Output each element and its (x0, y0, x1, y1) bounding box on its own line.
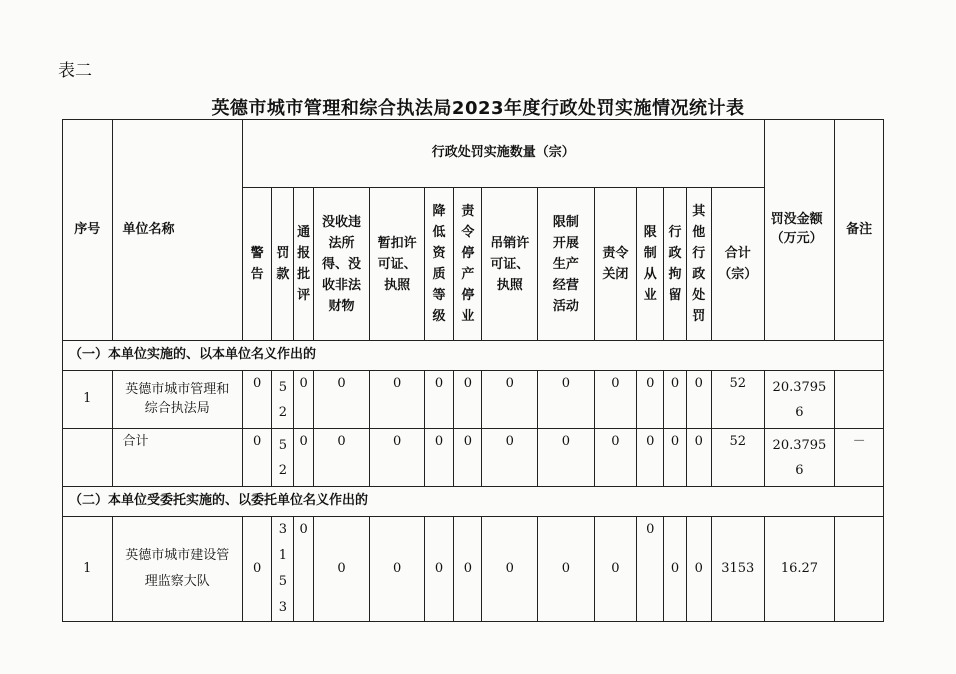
row2-name: 英德市城市建设管理监察大队 (112, 517, 242, 622)
header-notice: 通报批评 (297, 225, 311, 303)
row2-other: 0 (686, 517, 711, 622)
row1-suspend: 0 (370, 371, 425, 429)
header-fine: 罚款 (276, 246, 290, 282)
header-seq: 序号 (63, 120, 113, 341)
subtotal-restrict: 0 (538, 429, 595, 487)
row1-fine: 52 (278, 380, 287, 420)
row1-seq: 1 (63, 371, 113, 429)
row2-detain: 0 (664, 517, 686, 622)
header-remark: 备注 (835, 120, 884, 341)
row2-amount: 16.27 (764, 517, 835, 622)
header-other: 其他行政处罚 (692, 204, 706, 324)
row2-stop: 0 (454, 517, 482, 622)
subtotal-revoke: 0 (482, 429, 538, 487)
row2-restrict: 0 (538, 517, 595, 622)
header-detain: 行政拘留 (668, 225, 682, 303)
row2-employ: 0 (637, 517, 664, 622)
row1-restrict: 0 (538, 371, 595, 429)
row1-amount: 20.37956 (772, 380, 827, 420)
subtotal-remark: － (835, 429, 884, 487)
header-stop: 责令停产停业 (461, 204, 475, 324)
row1-confiscate: 0 (313, 371, 370, 429)
subtotal-fine: 52 (278, 438, 287, 478)
header-warning: 警告 (250, 246, 264, 282)
header-amount: 罚没金额（万元） (764, 120, 835, 341)
row1-lower: 0 (424, 371, 453, 429)
subtotal-warning: 0 (242, 429, 271, 487)
subtotal-total: 52 (711, 429, 764, 487)
row1-stop: 0 (454, 371, 482, 429)
subtotal-stop: 0 (454, 429, 482, 487)
subtotal-close: 0 (594, 429, 636, 487)
statistics-table (62, 119, 884, 622)
row2-close: 0 (594, 517, 636, 622)
row1-detain: 0 (664, 371, 686, 429)
table-label: 表二 (58, 61, 92, 81)
header-lower: 降低资质等级 (432, 204, 446, 324)
subtotal-name: 合计 (112, 429, 242, 487)
subtotal-amount: 20.37956 (772, 438, 827, 478)
row2-remark (835, 517, 884, 622)
header-close: 责令关闭 (602, 246, 629, 282)
header-employ: 限制从业 (643, 225, 657, 303)
header-total: 合计（宗） (718, 246, 758, 282)
subtotal-notice: 0 (294, 429, 313, 487)
row2-suspend: 0 (370, 517, 425, 622)
subtotal-employ: 0 (637, 429, 664, 487)
header-restrict: 限制开展生产经营活动 (552, 214, 579, 314)
row2-lower: 0 (424, 517, 453, 622)
header-penalty-count: 行政处罚实施数量（宗） (242, 120, 764, 188)
row1-revoke: 0 (482, 371, 538, 429)
subtotal-seq (63, 429, 113, 487)
row1-remark (835, 371, 884, 429)
page-title: 英德市城市管理和综合执法局2023年度行政处罚实施情况统计表 (211, 98, 745, 119)
row2-fine: 3153 (278, 522, 287, 615)
row2-total: 3153 (711, 517, 764, 622)
row2-seq: 1 (63, 517, 113, 622)
header-confiscate: 没收违法所得、没收非法财物 (321, 214, 361, 314)
row1-employ: 0 (637, 371, 664, 429)
section-entrusted: （二）本单位受委托实施的、以委托单位名义作出的 (63, 487, 884, 517)
subtotal-detain: 0 (664, 429, 686, 487)
row2-revoke: 0 (482, 517, 538, 622)
header-unit-name: 单位名称 (112, 120, 242, 341)
row1-warning: 0 (242, 371, 271, 429)
subtotal-lower: 0 (424, 429, 453, 487)
subtotal-other: 0 (686, 429, 711, 487)
row1-total: 52 (711, 371, 764, 429)
header-suspend: 暂扣许可证、执照 (377, 235, 417, 293)
header-revoke: 吊销许可证、执照 (490, 235, 530, 293)
row2-confiscate: 0 (313, 517, 370, 622)
subtotal-suspend: 0 (370, 429, 425, 487)
row1-close: 0 (594, 371, 636, 429)
row1-name: 英德市城市管理和综合执法局 (112, 371, 242, 429)
row2-notice: 0 (294, 517, 313, 622)
row1-other: 0 (686, 371, 711, 429)
section-own: （一）本单位实施的、以本单位名义作出的 (63, 341, 884, 371)
row2-warning: 0 (242, 517, 271, 622)
row1-notice: 0 (294, 371, 313, 429)
subtotal-confiscate: 0 (313, 429, 370, 487)
